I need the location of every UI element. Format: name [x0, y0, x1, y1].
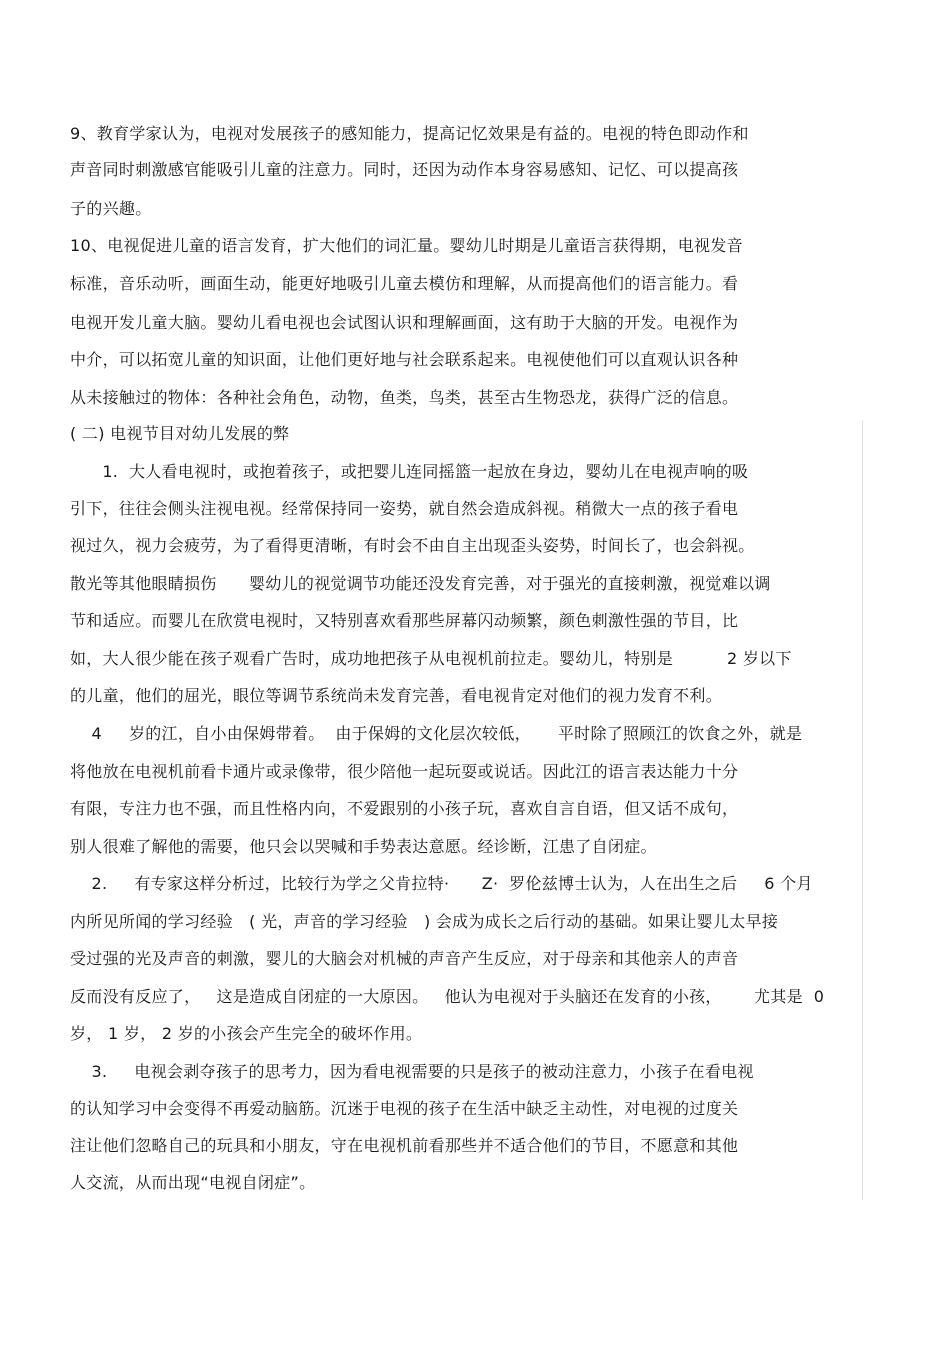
text-line: 如，大人很少能在孩子观看广告时，成功地把孩子从电视机前拉走。婴幼儿，特别是 2 岁以下: [70, 649, 792, 668]
text-line: 有限，专注力也不强，而且性格内向，不爱跟别的小孩子玩，喜欢自言自语，但又话不成句，: [70, 799, 739, 818]
text-line: 2. 有专家这样分析过，比较行为学之父肯拉特· Z· 罗伦兹博士认为，人在出生之后 6 个月: [70, 874, 813, 893]
text-line: 电视开发儿童大脑。婴幼儿看电视也会试图认识和理解画面，这有助于大脑的开发。电视作为: [70, 313, 739, 332]
text-line: 内所见所闻的学习经验 ( 光，声音的学习经验 ) 会成为成长之后行动的基础。如果让婴儿太早接: [70, 912, 779, 931]
text-line: 1. 大人看电视时，或抱着孩子，或把婴儿连同摇篮一起放在身边，婴幼儿在电视声响的吸: [70, 462, 749, 481]
text-line: 声音同时刺激感官能吸引儿童的注意力。同时，还因为动作本身容易感知、记忆、可以提高孩: [70, 160, 739, 179]
text-line: 的儿童，他们的屈光，眼位等调节系统尚未发育完善，看电视肯定对他们的视力发育不利。: [70, 686, 723, 705]
text-line: 子的兴趣。: [70, 199, 152, 218]
text-line: 注让他们忽略自己的玩具和小朋友，守在电视机前看那些并不适合他们的节目，不愿意和其他: [70, 1136, 739, 1155]
text-line: 标准，音乐动听，画面生动，能更好地吸引儿童去模仿和理解，从而提高他们的语言能力。看: [70, 274, 739, 293]
text-line: 岁， 1 岁， 2 岁的小孩会产生完全的破坏作用。: [70, 1024, 423, 1043]
text-line: 视过久，视力会疲劳，为了看得更清晰，有时会不由自主出现歪头姿势，时间长了，也会斜视。: [70, 536, 755, 555]
text-line: 受过强的光及声音的刺激，婴儿的大脑会对机械的声音产生反应，对于母亲和其他亲人的声音: [70, 949, 739, 968]
text-line: 中介，可以拓宽儿童的知识面，让他们更好地与社会联系起来。电视使他们可以直观认识各种: [70, 350, 739, 369]
section-heading: ( 二) 电视节目对幼儿发展的弊: [70, 424, 290, 443]
text-line: 反而没有反应了， 这是造成自闭症的一大原因。 他认为电视对于头脑还在发育的小孩， 尤其是 0: [70, 987, 825, 1006]
text-line: 别人很难了解他的需要，他只会以哭喊和手势表达意愿。经诊断，江患了自闭症。: [70, 837, 657, 856]
text-line: 散光等其他眼睛损伤 婴幼儿的视觉调节功能还没发育完善，对于强光的直接刺激，视觉难以调: [70, 574, 771, 593]
text-line: 9、教育学家认为，电视对发展孩子的感知能力，提高记忆效果是有益的。电视的特色即动作和: [70, 124, 749, 143]
page-divider: [862, 420, 863, 1200]
text-line: 将他放在电视机前看卡通片或录像带，很少陪他一起玩耍或说话。因此江的语言表达能力十分: [70, 762, 739, 781]
text-line: 的认知学习中会变得不再爱动脑筋。沉迷于电视的孩子在生活中缺乏主动性，对电视的过度关: [70, 1099, 739, 1118]
text-line: 节和适应。而婴儿在欣赏电视时，又特别喜欢看那些屏幕闪动频繁，颜色刺激性强的节目，比: [70, 611, 739, 630]
text-line: 引下，往往会侧头注视电视。经常保持同一姿势，就自然会造成斜视。稍微大一点的孩子看电: [70, 499, 739, 518]
text-line: 10、电视促进儿童的语言发育，扩大他们的词汇量。婴幼儿时期是儿童语言获得期，电视发音: [70, 236, 743, 255]
text-line: 从未接触过的物体：各种社会角色，动物，鱼类，鸟类，甚至古生物恐龙，获得广泛的信息。: [70, 388, 739, 407]
text-line: 人交流，从而出现“电视自闭症”。: [70, 1173, 316, 1192]
text-line: 3. 电视会剥夺孩子的思考力，因为看电视需要的只是孩子的被动注意力，小孩子在看电视: [70, 1062, 754, 1081]
text-line: 4 岁的江，自小由保姆带着。 由于保姆的文化层次较低， 平时除了照顾江的饮食之外，就是: [70, 724, 803, 743]
